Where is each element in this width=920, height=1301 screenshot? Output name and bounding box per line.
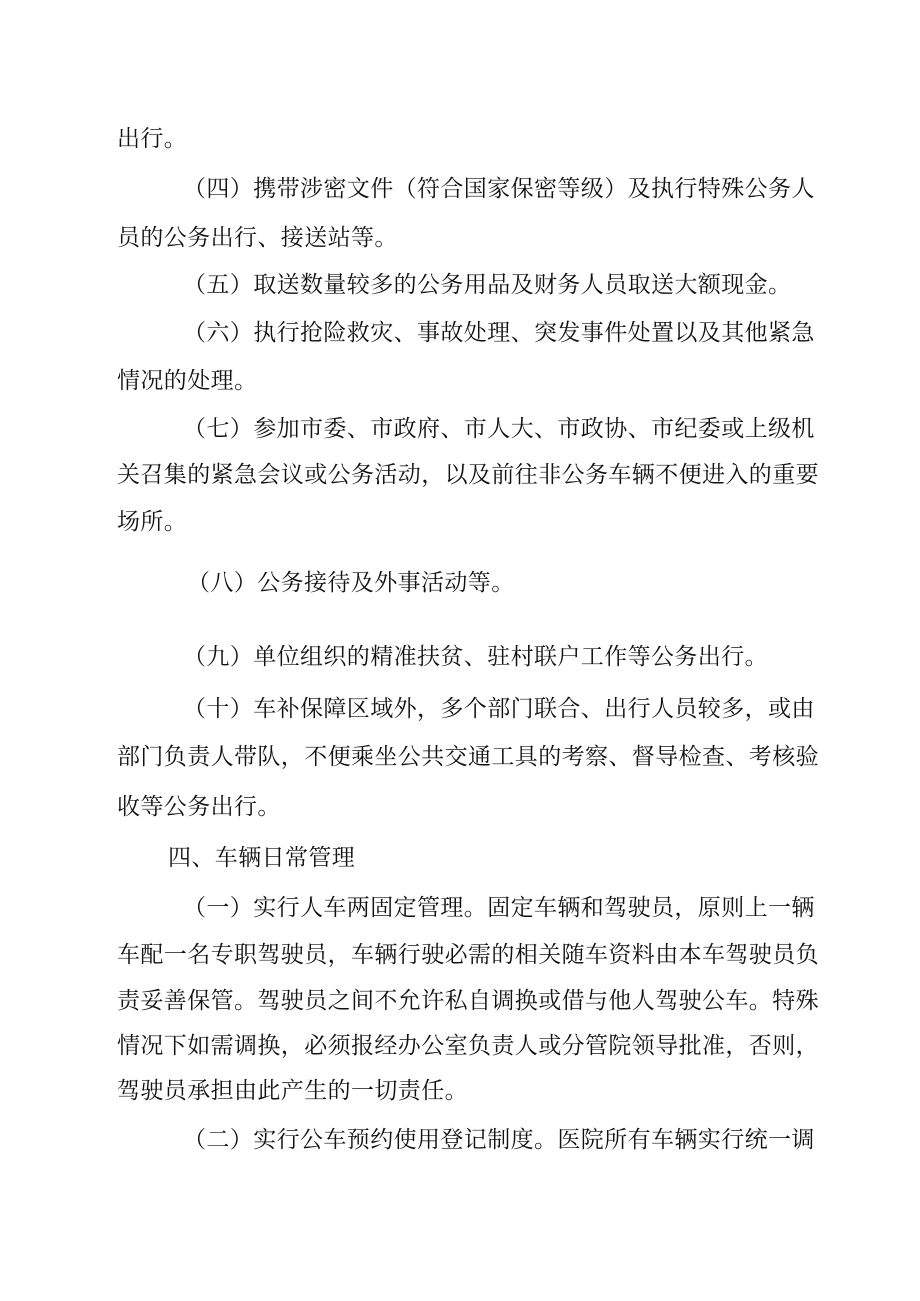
text-line: （九）单位组织的精准扶贫、驻村联户工作等公务出行。: [183, 644, 768, 670]
text-line: 部门负责人带队，不便乘坐公共交通工具的考察、督导检查、考核验: [117, 744, 819, 770]
text-line: （二）实行公车预约使用登记制度。医院所有车辆实行统一调: [183, 1127, 815, 1153]
text-line: 责妥善保管。驾驶员之间不允许私自调换或借与他人驾驶公车。特殊: [117, 988, 819, 1014]
text-line: 驾驶员承担由此产生的一切责任。: [117, 1078, 468, 1104]
text-line: 情况下如需调换，必须报经办公室负责人或分管院领导批准，否则，: [117, 1033, 819, 1059]
text-line: 出行。: [117, 126, 188, 152]
text-line: （六）执行抢险救灾、事故处理、突发事件处置以及其他紧急: [183, 320, 815, 346]
text-line: 情况的处理。: [117, 368, 258, 394]
text-line: 收等公务出行。: [117, 794, 281, 820]
text-line: （四）携带涉密文件（符合国家保密等级）及执行特殊公务人: [183, 176, 815, 202]
text-line: 车配一名专职驾驶员，车辆行驶必需的相关随车资料由本车驾驶员负: [117, 942, 819, 968]
text-line: 员的公务出行、接送站等。: [117, 225, 398, 251]
section-heading: 四、车辆日常管理: [168, 845, 356, 871]
text-line: （八）公务接待及外事活动等。: [187, 570, 515, 596]
text-line: 关召集的紧急会议或公务活动，以及前往非公务车辆不便进入的重要: [117, 462, 819, 488]
text-line: （七）参加市委、市政府、市人大、市政协、市纪委或上级机: [183, 416, 815, 442]
text-line: （十）车补保障区域外，多个部门联合、出行人员较多，或由: [183, 696, 815, 722]
text-line: 场所。: [117, 509, 188, 535]
text-line: （五）取送数量较多的公务用品及财务人员取送大额现金。: [183, 272, 792, 298]
text-line: （一）实行人车两固定管理。固定车辆和驾驶员，原则上一辆: [183, 895, 815, 921]
